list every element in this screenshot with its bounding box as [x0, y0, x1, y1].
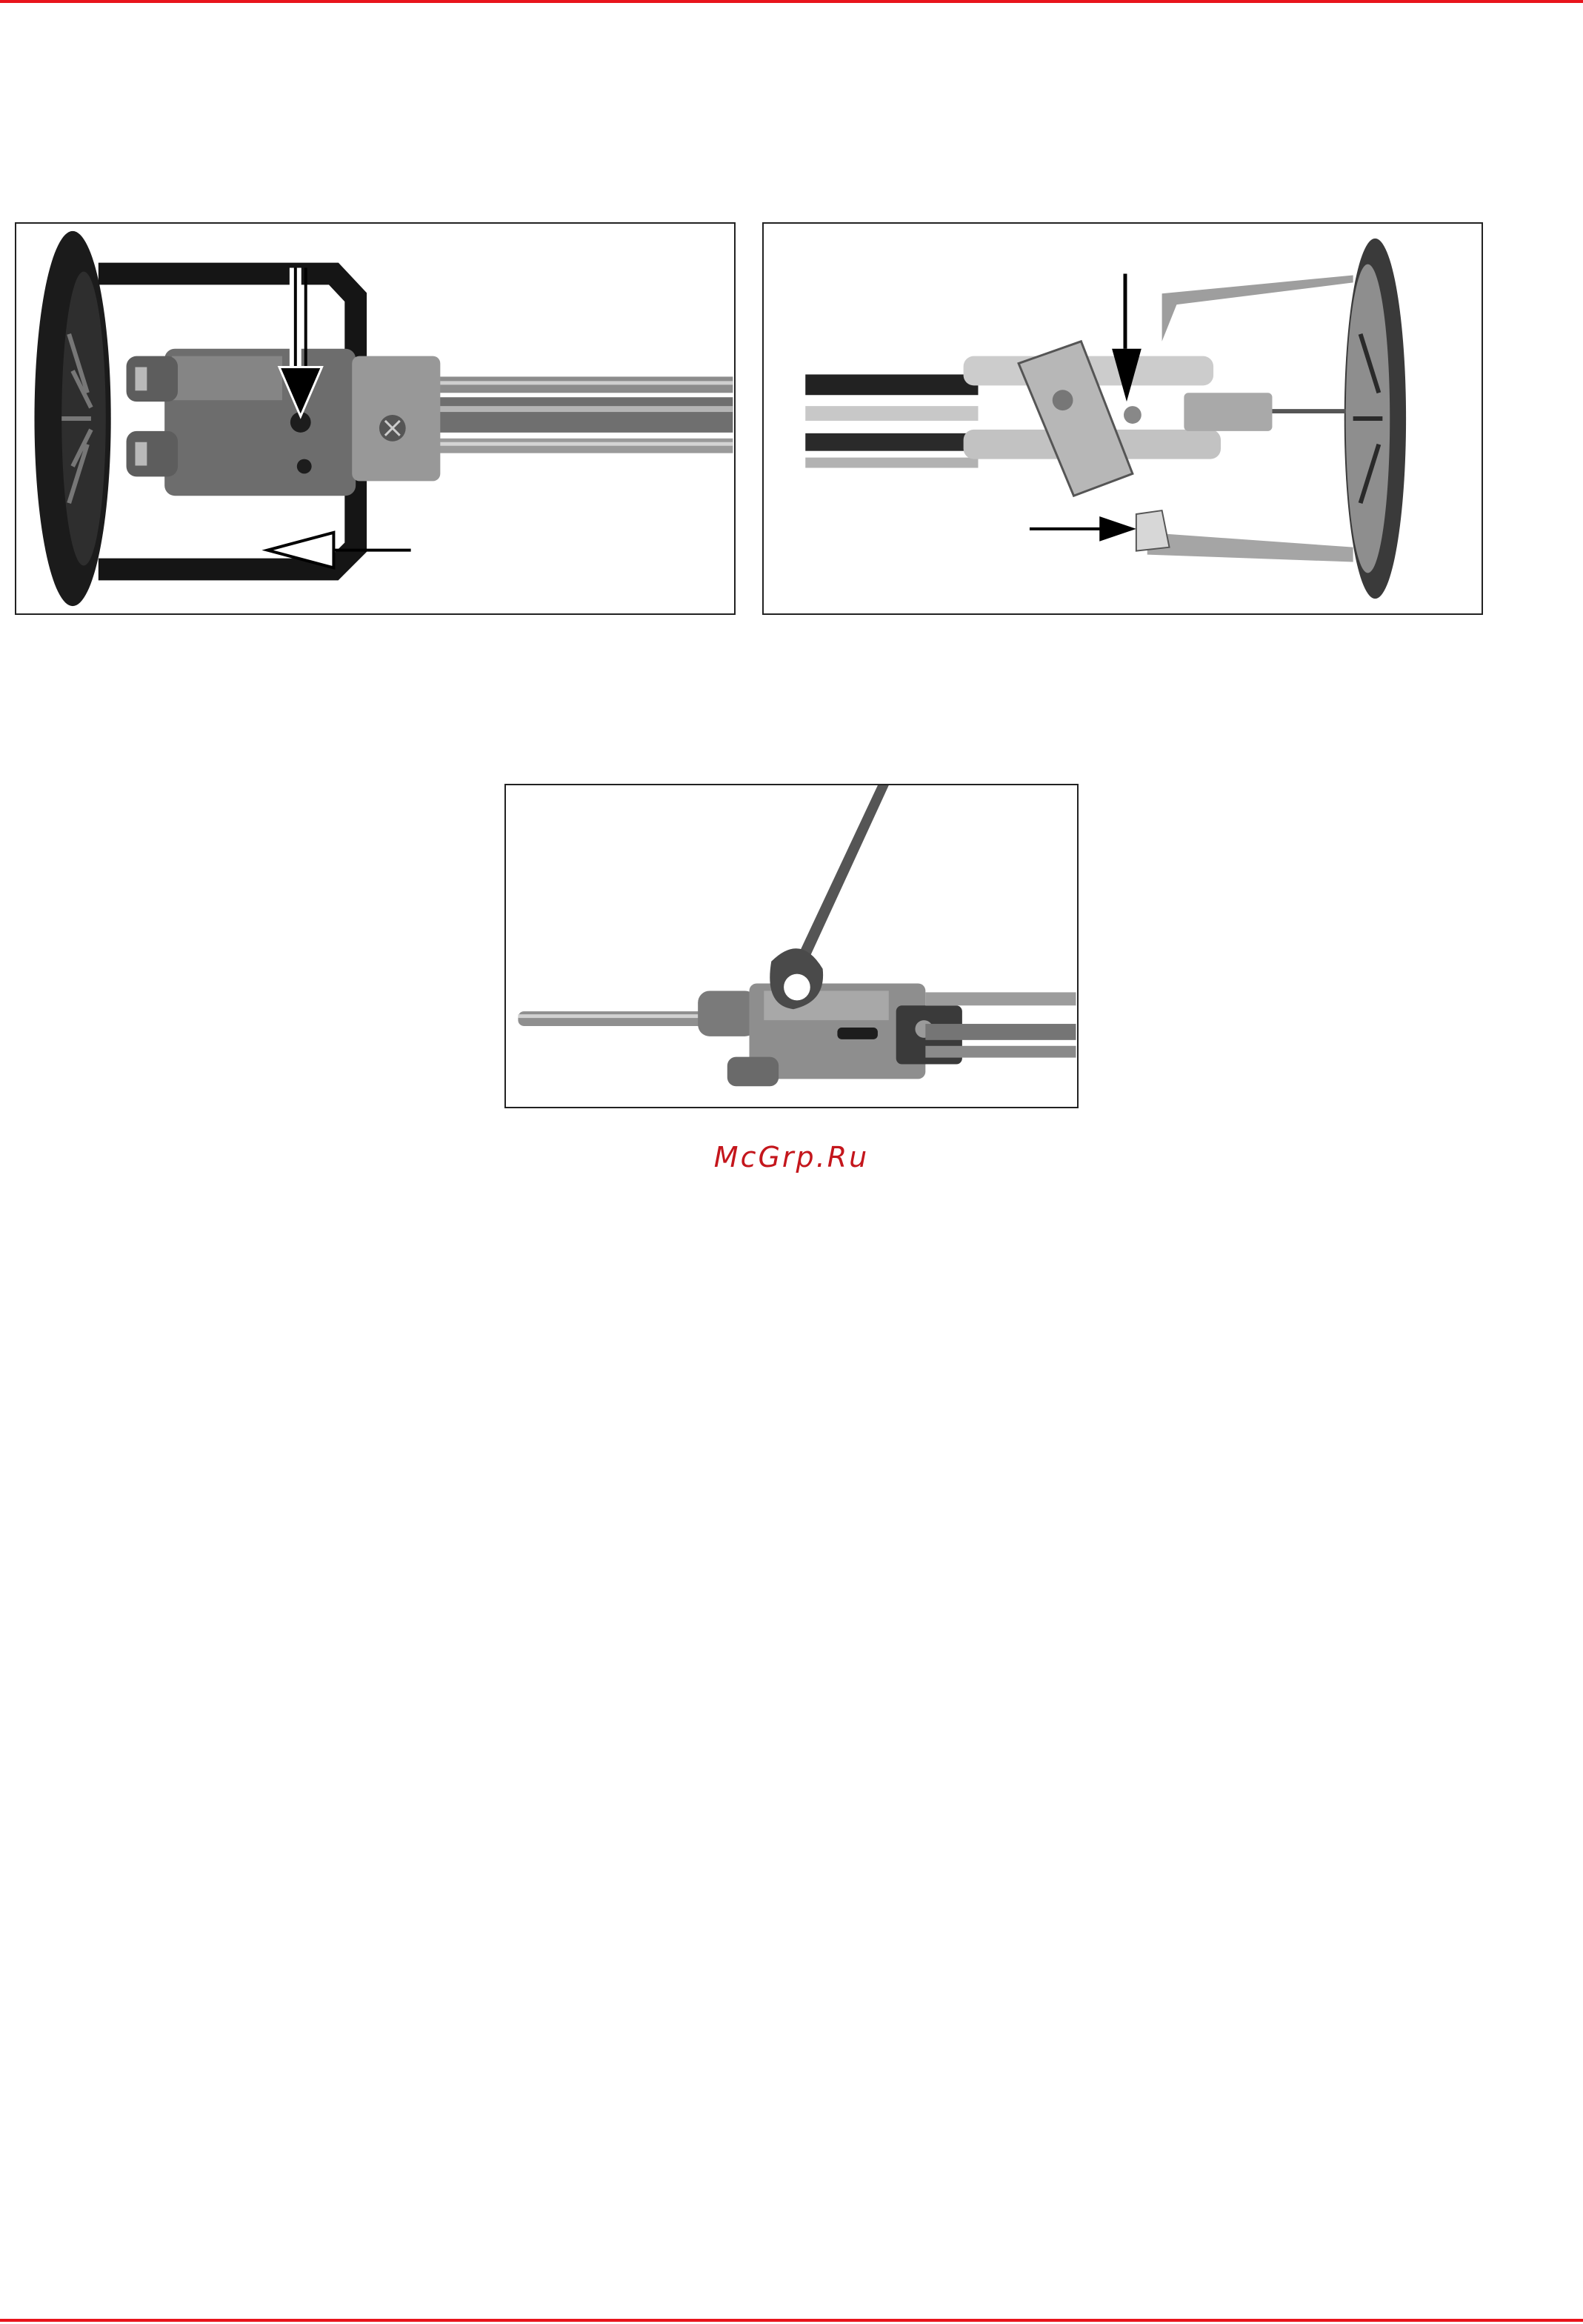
figure-burner-head-side-view: [15, 222, 736, 615]
top-red-rule: [0, 0, 1583, 3]
figure-nozzle-wrench-view: [504, 784, 1079, 1108]
photo-nozzle-with-wrench: [506, 785, 1077, 1107]
photo-burner-head-electrodes: [764, 224, 1482, 613]
photo-burner-head-side: [16, 224, 734, 613]
figure-burner-head-electrode-view: [762, 222, 1483, 615]
bottom-red-rule: [0, 2319, 1583, 2322]
watermark-text: McGrp.Ru: [713, 1141, 870, 1173]
